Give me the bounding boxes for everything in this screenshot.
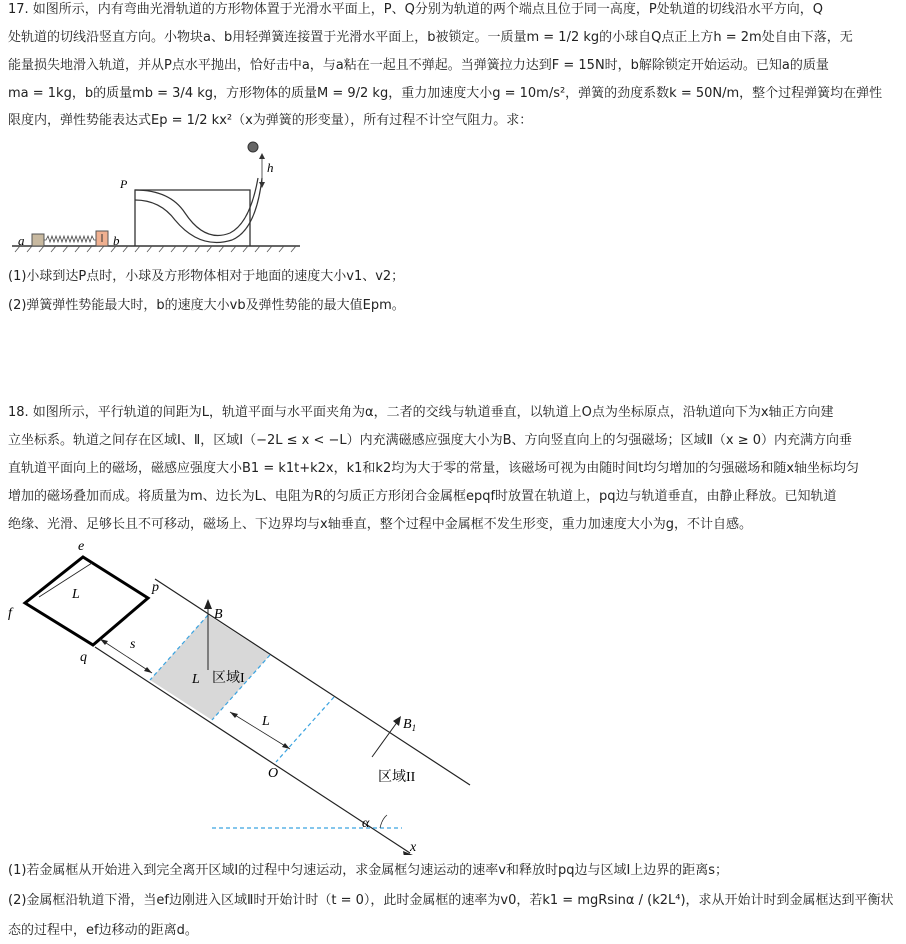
label-O: O (268, 766, 279, 781)
L-gap-arrow (230, 712, 290, 749)
label-q: q (80, 650, 87, 665)
figure-18 (0, 535, 520, 855)
ball (248, 142, 258, 152)
p18-question-3: 态的过程中，ef边移动的距离d。 (8, 923, 198, 938)
label-h: h (267, 160, 274, 175)
p18-question-2: (2)金属框沿轨道下滑，当ef边刚进入区域Ⅱ时开始计时（t = 0），此时金属框的速率为v0，若k1 = mgRsinα / (k2L⁴)，求从开始计时到金属框达到平衡状 (8, 893, 894, 908)
label-e: e (78, 539, 85, 554)
label-x: x (410, 840, 417, 855)
B1-arrow-head (393, 716, 401, 726)
label-B: B (214, 607, 223, 622)
p17-line-1: 17. 如图所示，内有弯曲光滑轨道的方形物体置于光滑水平面上，P、Q分别为轨道的两个端点且位于同一高度，P处轨道的切线沿水平方向，Q (8, 2, 823, 17)
h-arrow-head-bottom (259, 182, 265, 188)
label-p: P (120, 177, 128, 191)
B1-arrow (372, 721, 398, 757)
p17-line-2: 处轨道的切线沿竖直方向。小物块a、b用轻弹簧连接置于光滑水平面上，b被锁定。一质量m = 1/2 kg的小球自Q点正上方h = 2m处自由下落，无 (8, 30, 853, 45)
p18-line-1: 18. 如图所示，平行轨道的间距为L，轨道平面与水平面夹角为α，二者的交线与轨道垂直，以轨道上O点为坐标原点，沿轨道向下为x轴正方向建 (8, 405, 834, 420)
L-gap-head-1 (230, 712, 238, 718)
ground-hatch (15, 246, 296, 252)
label-B1 (403, 717, 416, 733)
block-a (32, 234, 44, 246)
spring (44, 236, 96, 242)
p17-question-1: (1)小球到达P点时，小球及方形物体相对于地面的速度大小v1、v2； (8, 269, 405, 284)
B-arrow-head (204, 599, 212, 609)
region-2-boundary (276, 697, 334, 762)
L-gap-head-2 (282, 743, 290, 749)
p18-question-1: (1)若金属框从开始进入到完全离开区域Ⅰ的过程中匀速运动，求金属框匀速运动的速率v和释放时pq边与区域Ⅰ上边界的距离s； (8, 863, 729, 878)
label-alpha: α (362, 816, 370, 831)
label-a: a (18, 233, 25, 248)
label-L-region: L (192, 672, 200, 687)
p17-line-4: ma = 1kg，b的质量mb = 3/4 kg，方形物体的质量M = 9/2 kg，重力加速度大小g = 10m/s²，弹簧的劲度系数k = 50N/m，整个过程弹簧均在弹性 (8, 86, 883, 101)
p17-line-5: 限度内，弹性势能表达式Ep = 1/2 kx²（x为弹簧的形变量），所有过程不计空气阻力。求： (8, 113, 533, 128)
label-p: p (152, 580, 159, 595)
B1-sub: 1 (411, 723, 417, 733)
p18-line-2: 立坐标系。轨道之间存在区域Ⅰ、Ⅱ，区域Ⅰ（−2L ≤ x < −L）内充满磁感应强度大小为B、方向竖直向上的匀强磁场；区域Ⅱ（x ≥ 0）内充满方向垂 (8, 433, 853, 448)
s-arrow-head-2 (144, 667, 152, 673)
label-s: s (130, 637, 136, 652)
label-b: b (113, 233, 120, 248)
p17-question-2: (2)弹簧弹性势能最大时，b的速度大小vb及弹性势能的最大值Epm。 (8, 298, 405, 313)
p17-line-3: 能量损失地滑入轨道，并从P点水平抛出，恰好击中a，与a粘在一起且不弹起。当弹簧拉力达到F = 15N时，b解除锁定开始运动。已知a的质量 (8, 58, 829, 73)
B1-main: B (403, 717, 412, 732)
label-L-frame: L (72, 587, 80, 602)
label-region-2: 区域II (378, 770, 416, 785)
label-f: f (8, 606, 12, 621)
s-arrow-head-1 (100, 639, 108, 645)
alpha-arc (380, 815, 387, 828)
label-region-1: 区域I (212, 671, 245, 686)
p18-line-3: 直轨道平面向上的磁场，磁感应强度大小B1 = k1t+k2x，k1和k2均为大于零的常量，该磁场可视为由随时间t均匀增加的匀强磁场和随x轴坐标均匀 (8, 461, 860, 476)
track-body (135, 190, 250, 246)
region-1-fill (150, 615, 270, 720)
metal-frame (25, 557, 148, 645)
label-L-gap: L (262, 714, 270, 729)
figure-17 (10, 138, 310, 258)
frame-L-arrow (39, 563, 92, 597)
p18-line-5: 绝缘、光滑、足够长且不可移动，磁场上、下边界均与x轴垂直，整个过程中金属框不发生形变，重力加速度大小为g，不计自感。 (8, 517, 752, 532)
curved-track-inner (135, 178, 262, 243)
curved-track (135, 178, 258, 236)
p18-line-4: 增加的磁场叠加而成。将质量为m、边长为L、电阻为R的匀质正方形闭合金属框epqf时放置在轨道上，pq边与轨道垂直，由静止释放。已知轨道 (8, 489, 837, 504)
h-arrow-head-top (259, 153, 265, 159)
